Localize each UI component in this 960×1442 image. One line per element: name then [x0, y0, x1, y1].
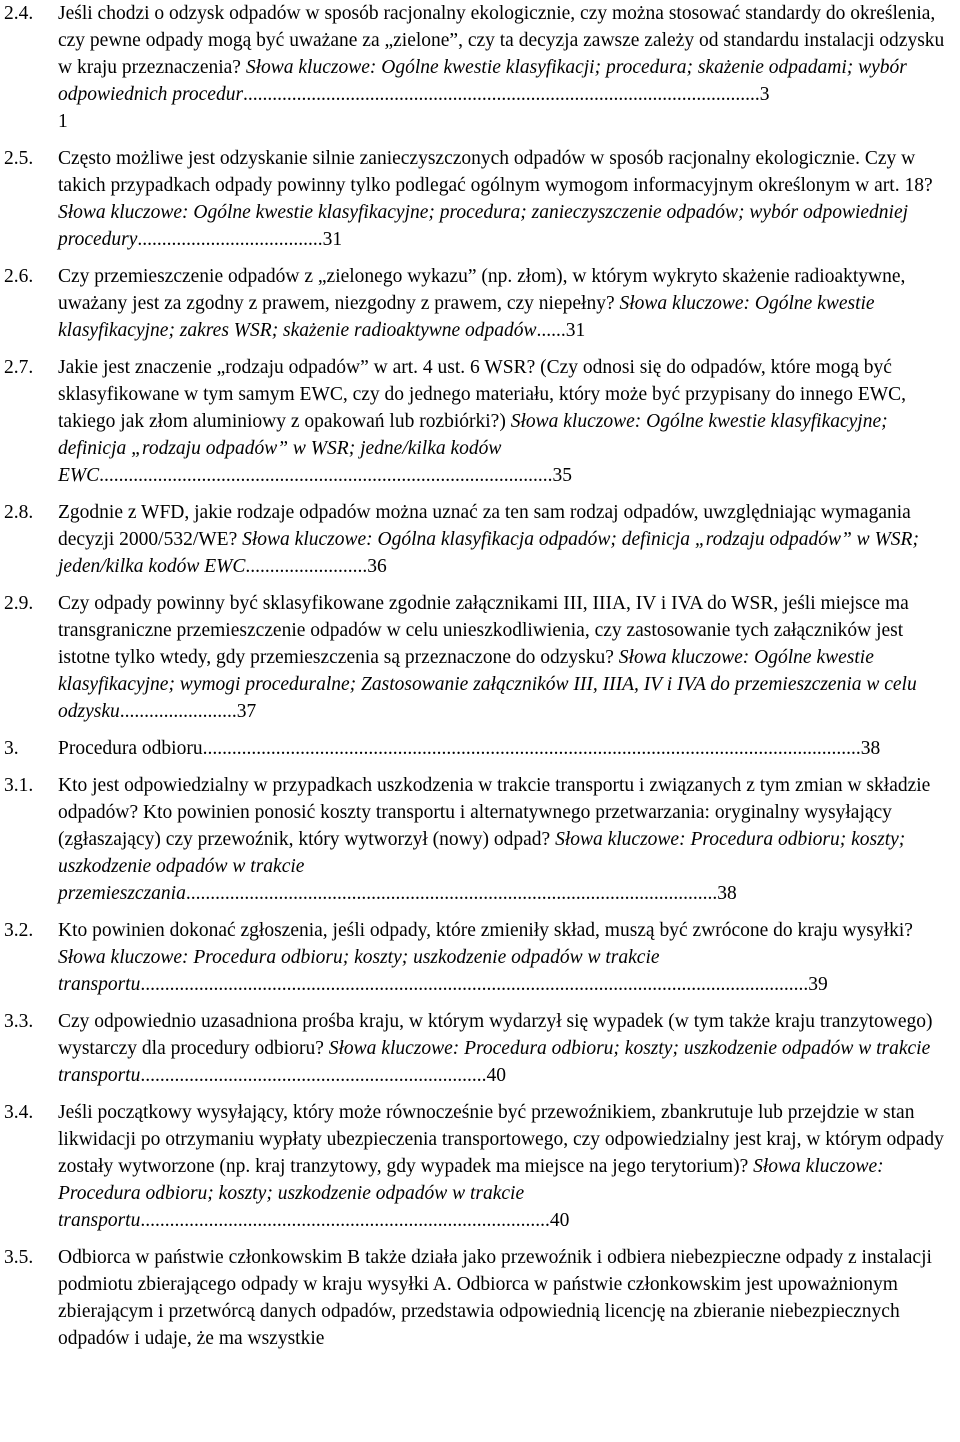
toc-entry-2-7[interactable] [0, 354, 960, 489]
toc-entry-3-5[interactable] [0, 1244, 960, 1352]
entry-number: 3.2. [4, 920, 34, 941]
entry-number: 2.7. [4, 357, 34, 378]
dot-leader: ............................................................................................................. [185, 883, 718, 904]
page-number-wrap: 1 [58, 111, 68, 132]
dot-leader: ........................ [119, 701, 237, 722]
page-number[interactable]: 35 [552, 465, 573, 486]
entry-text [58, 917, 960, 998]
entry-question: Czy odpowiednio uzasadniona prośba kraju, w którym wydarzył się wypadek (w tym także kraju tranzytowego) wystarczy dla procedury odbioru? [58, 1011, 933, 1059]
dot-leader: ...................................... [137, 229, 323, 250]
entry-question: Jakie jest znaczenie „rodzaju odpadów” w art. 4 ust. 6 WSR? (Czy odnosi się do odpadów, które mogą być sklasyfikowane w tym samym EWC, czy do jednego materiału, który może być przypisany do innego EWC, takiego jak złom aluminiowy z opakowań lub rozbiórki?) [58, 357, 907, 432]
entry-text [58, 590, 960, 725]
entry-text [58, 1244, 960, 1352]
entry-number: 3.1. [4, 775, 34, 796]
toc-entry-3-2[interactable] [0, 917, 960, 998]
entry-question: Czy odpady powinny być sklasyfikowane zgodnie załącznikami III, IIIA, IV i IVA do WSR, jeśli miejsce ma transgraniczne przemieszczenie odpadów w celu unieszkodliwienia, czy zastosowanie tych załączników jest istotne tylko wtedy, gdy przemieszczenia są przeznaczone do odzysku? [58, 593, 909, 668]
toc-entry-3-3[interactable] [0, 1008, 960, 1089]
page-number[interactable]: 40 [549, 1210, 570, 1231]
page-number[interactable]: 31 [565, 320, 586, 341]
entry-number: 3.4. [4, 1102, 34, 1123]
entry-text [58, 1008, 960, 1089]
entry-keywords: Słowa kluczowe: Ogólne kwestie klasyfikacyjne; definicja „rodzaju odpadów” w WSR; jedne/kilka kodów EWC [58, 411, 888, 486]
entry-text [58, 0, 960, 135]
entry-question: Kto jest odpowiedzialny w przypadkach uszkodzenia w trakcie transportu i związanych z tym zmian w składzie odpadów? Kto powinien ponosić koszty transportu i alternatywnego przetwarzania: oryginalny wysyłający (zgłaszający) czy przewoźnik, który wytworzył (nowy) odpad? [58, 775, 931, 850]
entry-keywords: Słowa kluczowe: Ogólne kwestie klasyfikacji; procedura; skażenie odpadami; wybór odpowiednich procedur [58, 57, 907, 105]
entry-number: 2.8. [4, 502, 34, 523]
entry-number: 3. [4, 738, 19, 759]
dot-leader: .................................................................................... [140, 1210, 550, 1231]
entry-text [58, 735, 960, 762]
entry-keywords: Słowa kluczowe: Procedura odbioru; koszty; uszkodzenie odpadów w trakcie transportu [58, 1038, 931, 1086]
entry-question: Jeśli chodzi o odzysk odpadów w sposób racjonalny ekologicznie, czy można stosować standardy do określenia, czy pewne odpady mogą być uważane za „zielone”, czy ta decyzja zawsze zależy od standardu instalacji odzysku w kraju przeznaczenia? [58, 3, 945, 78]
dot-leader: ....................................................................................................................................... [202, 738, 861, 759]
dot-leader: ....................................................................... [140, 1065, 487, 1086]
toc-entry-3-1[interactable] [0, 772, 960, 907]
dot-leader: ......................... [245, 556, 368, 577]
page-number[interactable]: 39 [808, 974, 828, 995]
entry-number: 2.4. [4, 3, 34, 24]
page-number[interactable]: 40 [486, 1065, 506, 1086]
entry-question: Odbiorca w państwie członkowskim B także działa jako przewoźnik i odbiera niebezpieczne odpady z instalacji podmiotu zbierającego odpady w kraju wysyłki A. Odbiorca w państwie członkowskim jest upoważnionym zbierającym i przetwórcą danych odpadów, przedstawia odpowiednią licencję na zbieranie niebezpiecznych odpadów i udaje, że ma wszystkie [58, 1247, 932, 1349]
entry-keywords: Słowa kluczowe: Ogólna klasyfikacja odpadów; definicja „rodzaju odpadów” w WSR; jeden/kilka kodów EWC [58, 529, 919, 577]
entry-question: Zgodnie z WFD, jakie rodzaje odpadów można uznać za ten sam rodzaj odpadów, uwzględniając wymagania decyzji 2000/532/WE? [58, 502, 911, 550]
page-number[interactable]: 37 [236, 701, 257, 722]
entry-keywords: Słowa kluczowe: Ogólne kwestie klasyfikacyjne; wymogi proceduralne; Zastosowanie załączników III, IIIA, IV i IVA do przemieszczenia w celu odzysku [58, 647, 917, 722]
toc-entry-2-6[interactable] [0, 263, 960, 344]
entry-text [58, 772, 960, 907]
toc-entry-2-4[interactable] [0, 0, 960, 135]
entry-text [58, 354, 960, 489]
toc-entry-2-9[interactable] [0, 590, 960, 725]
entry-number: 3.3. [4, 1011, 34, 1032]
entry-question: Jeśli początkowy wysyłający, który może równocześnie być przewoźnikiem, zbankrutuje lub przejdzie w stan likwidacji po otrzymaniu wypłaty ubezpieczenia transportowego, czy odpowiedzialny jest kraj, w którym odpady zostały wytworzone (np. kraj tranzytowy, gdy wypadek ma miejsce na jego terytorium)? [58, 1102, 944, 1177]
entry-keywords: Słowa kluczowe: Procedura odbioru; koszty; uszkodzenie odpadów w trakcie przemieszczania [58, 829, 906, 904]
entry-text [58, 263, 960, 344]
page-number[interactable]: 38 [717, 883, 737, 904]
entry-keywords: Słowa kluczowe: Procedura odbioru; koszty; uszkodzenie odpadów w trakcie transportu [58, 947, 660, 995]
entry-text [58, 499, 960, 580]
entry-number: 2.5. [4, 148, 34, 169]
page-number[interactable]: 31 [322, 229, 343, 250]
entry-number: 2.6. [4, 266, 34, 287]
entry-text [58, 1099, 960, 1234]
toc-entry-2-8[interactable] [0, 499, 960, 580]
entry-question: Kto powinien dokonać zgłoszenia, jeśli odpady, które zmieniły skład, muszą być zwrócone do kraju wysyłki? [58, 920, 913, 941]
page-number[interactable]: 3 [759, 84, 770, 105]
entry-keywords: Słowa kluczowe: Ogólne kwestie klasyfikacyjne; zakres WSR; skażenie radioaktywne odpadów [58, 293, 875, 341]
entry-keywords: Słowa kluczowe: Ogólne kwestie klasyfikacyjne; procedura; zanieczyszczenie odpadów; wybór odpowiedniej procedury [58, 202, 909, 250]
toc-entry-2-5[interactable] [0, 145, 960, 253]
section-title: Procedura odbioru [58, 738, 203, 759]
entry-question: Czy przemieszczenie odpadów z „zielonego wykazu” (np. złom), w którym wykryto skażenie radioaktywne, uważany jest za zgodny z prawem, niezgodny z prawem, czy niepełny? [58, 266, 906, 314]
entry-number: 2.9. [4, 593, 34, 614]
dot-leader: ...... [536, 320, 566, 341]
page-number[interactable]: 36 [367, 556, 387, 577]
entry-number: 3.5. [4, 1247, 34, 1268]
dot-leader: ......................................................................................................................................... [140, 974, 809, 995]
page-number[interactable]: 38 [860, 738, 881, 759]
dot-leader: .......................................................................................................... [243, 84, 760, 105]
entry-question: Często możliwe jest odzyskanie silnie zanieczyszczonych odpadów w sposób racjonalny ekologicznie. Czy w takich przypadkach odpady powinny tylko podlegać ogólnym wymogom informacyjnym określonym w art. 18? [58, 148, 933, 196]
toc-entry-3-4[interactable] [0, 1099, 960, 1234]
entry-text [58, 145, 960, 253]
dot-leader: ............................................................................................. [99, 465, 553, 486]
toc-entry-3[interactable] [0, 735, 960, 762]
entry-keywords: Słowa kluczowe: Procedura odbioru; koszty; uszkodzenie odpadów w trakcie transportu [58, 1156, 884, 1231]
